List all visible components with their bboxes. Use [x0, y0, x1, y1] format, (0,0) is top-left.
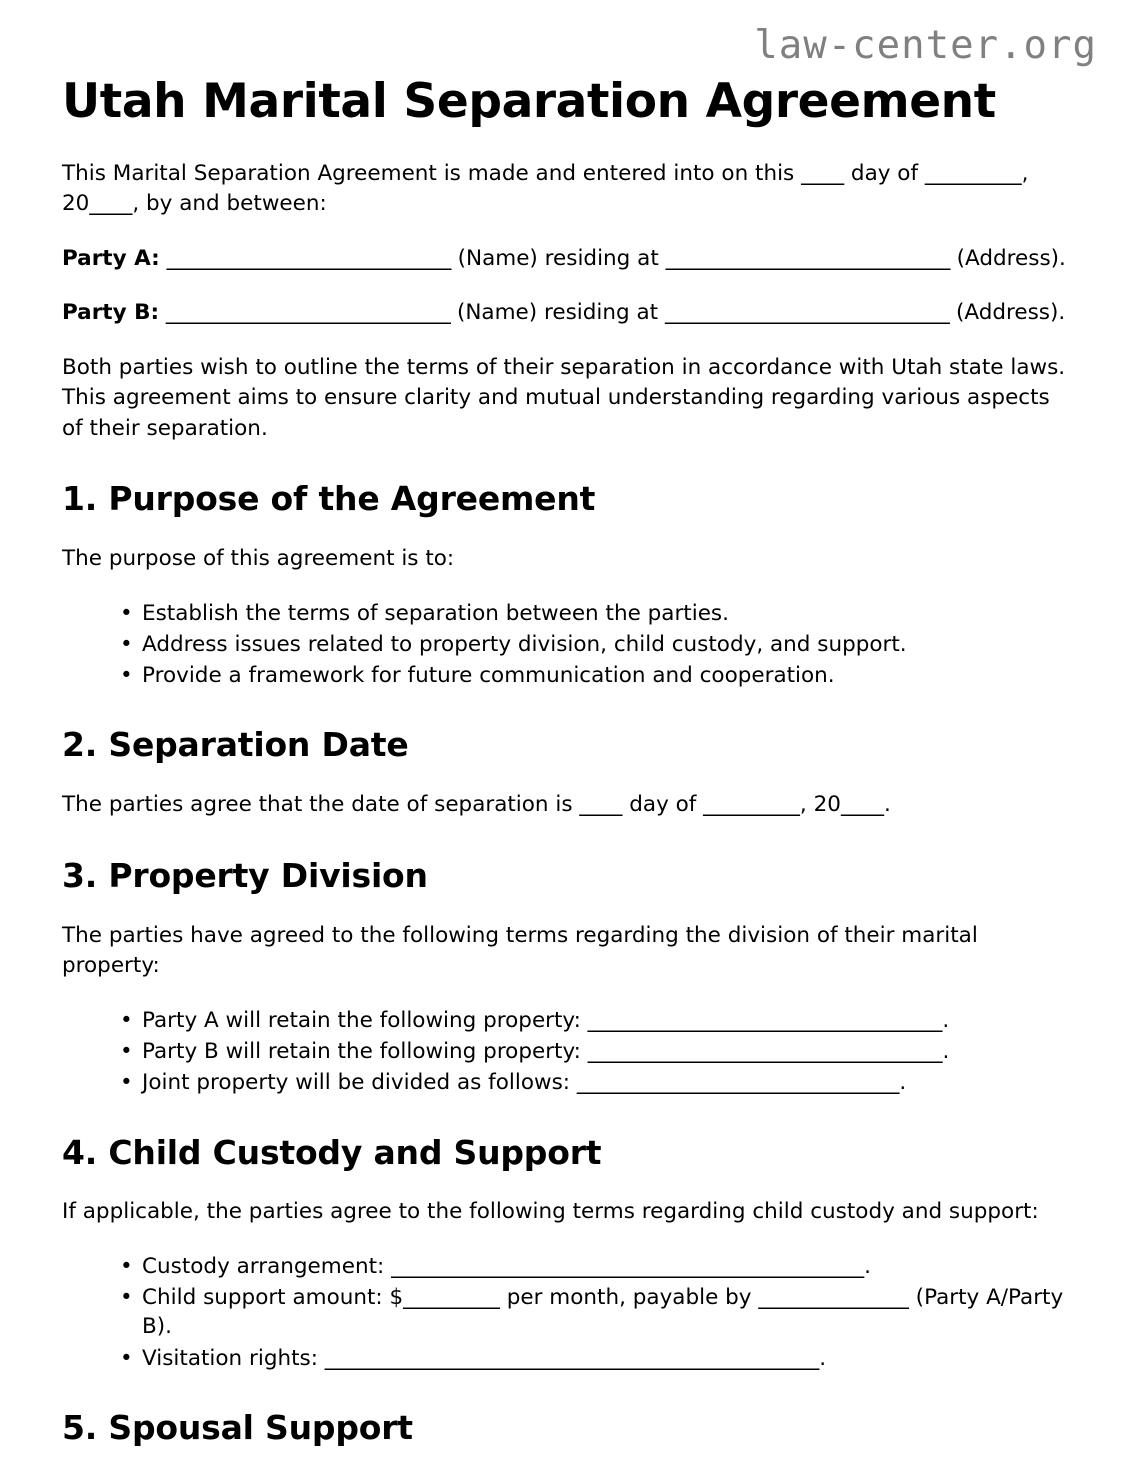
- section-4-intro: If applicable, the parties agree to the following terms regarding child custody and support:: [62, 1199, 1039, 1225]
- party-a-address-blank: ____________________________: [665, 245, 950, 271]
- party-b-name-blank: ____________________________: [165, 300, 451, 326]
- list-item: • Visitation rights: ______________________________________________.: [120, 1344, 1069, 1373]
- list-item: • Joint property will be divided as follows: ______________________________.: [120, 1068, 1069, 1097]
- list-item: • Custody arrangement: ____________________________________________.: [120, 1252, 1069, 1281]
- section-3-intro: The parties have agreed to the following terms regarding the division of their marital property:: [62, 922, 978, 979]
- list-item: • Provide a framework for future communication and cooperation.: [120, 661, 1069, 690]
- party-a-line: [62, 244, 1069, 275]
- party-b-label: Party B:: [62, 300, 160, 326]
- party-a-label: Party A:: [62, 245, 160, 271]
- section-1-intro: The purpose of this agreement is to:: [62, 546, 455, 572]
- section-4-bullet-list: [62, 1252, 1069, 1373]
- document-content: [62, 76, 1069, 1473]
- section-heading-1: 1. Purpose of the Agreement: [62, 479, 596, 519]
- site-watermark: law-center.org: [754, 23, 1097, 68]
- section-1-bullet-list: [62, 599, 1069, 691]
- party-a-name-blank: ____________________________: [166, 245, 451, 271]
- list-item: • Party A will retain the following property: _________________________________.: [120, 1006, 1069, 1035]
- section-heading-3: 3. Property Division: [62, 855, 428, 895]
- section-heading-5: 5. Spousal Support: [62, 1407, 413, 1447]
- party-b-middle-text: (Name) residing at: [456, 300, 659, 326]
- list-item: • Establish the terms of separation between the parties.: [120, 599, 1069, 628]
- section-3-bullet-list: [62, 1006, 1069, 1098]
- section-2-intro: The parties agree that the date of separation is ____ day of _________, 20____.: [62, 792, 891, 818]
- party-b-address-blank: ____________________________: [664, 300, 950, 326]
- intro-paragraph: This Marital Separation Agreement is made and entered into on this ____ day of _________, 20____, by and between:: [62, 160, 1029, 217]
- party-a-middle-text: (Name) residing at: [457, 245, 659, 271]
- list-item: • Child support amount: $_________ per month, payable by ______________ (Party A/Party B).: [120, 1283, 1069, 1341]
- list-item: • Party B will retain the following property: _________________________________.: [120, 1037, 1069, 1066]
- party-b-line: [62, 298, 1069, 329]
- preamble-paragraph: Both parties wish to outline the terms of their separation in accordance with Utah state laws. This agreement aims to ensure clarity and mutual understanding regarding various aspects of their separation.: [62, 354, 1066, 441]
- party-b-tail-text: (Address).: [956, 300, 1066, 326]
- section-heading-2: 2. Separation Date: [62, 725, 409, 765]
- list-item: • Address issues related to property division, child custody, and support.: [120, 630, 1069, 659]
- party-a-tail-text: (Address).: [956, 245, 1066, 271]
- section-heading-4: 4. Child Custody and Support: [62, 1132, 602, 1172]
- page-title: Utah Marital Separation Agreement: [62, 74, 996, 129]
